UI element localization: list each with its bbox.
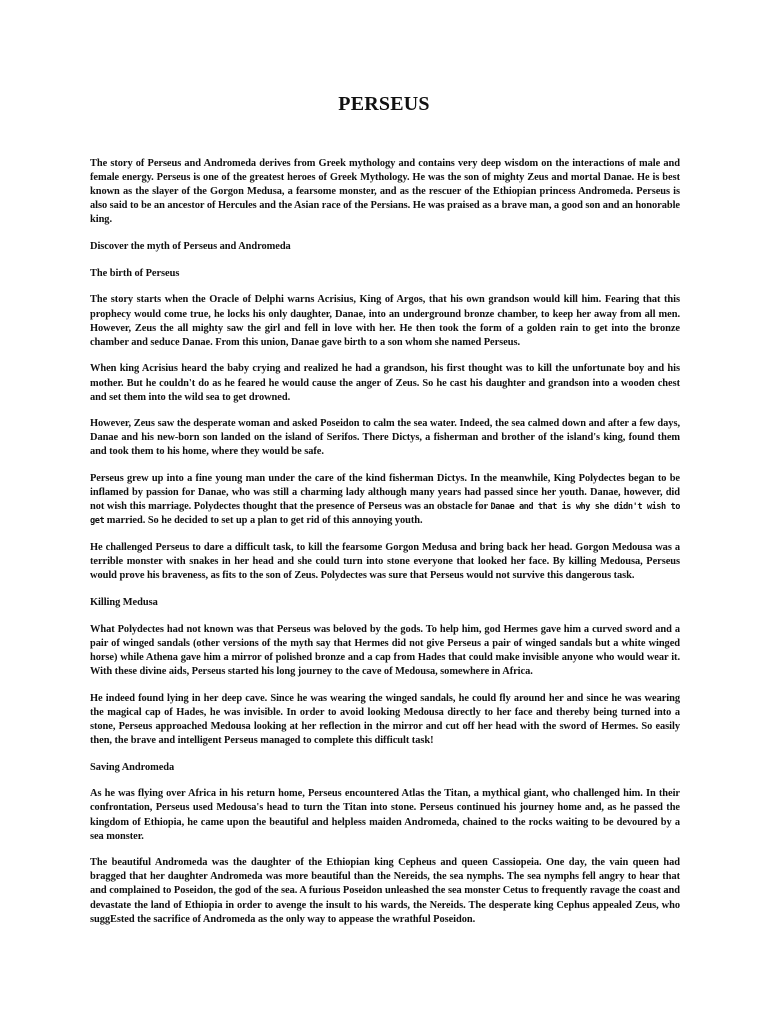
section-heading-medusa: Killing Medusa	[90, 597, 158, 608]
paragraph-acrisius: When king Acrisius heard the baby crying and realized he had a grandson, his first thought was to kill the unfortunate boy and his mother. But he couldn't do as he feared he would cause the anger of Zeus. So he cast his daughter and grandson into a wooden chest and set them into the wild sea to get drowned.	[90, 363, 680, 403]
paragraph-oracle: The story starts when the Oracle of Delphi warns Acrisius, King of Argos, that his own grandson would kill him. Fearing that this prophecy would come true, he locks his only daughter, Danae, into an underground bronze chamber, to keep her away from all men. However, Zeus the all mighty saw the girl and fell in love with her. He then took the form of a golden rain to get into the bronze chamber and seduce Danae. From this union, Danae gave birth to a son whom she named Perseus.	[90, 294, 680, 348]
article-body	[90, 157, 680, 939]
discover-line: Discover the myth of Perseus and Andromeda	[90, 241, 291, 253]
paragraph-cassiopeia: The beautiful Andromeda was the daughter of the Ethiopian king Cepheus and queen Cassiopeia. One day, the vain queen had bragged that her daughter Andromeda was more beautiful than the Nereids, the sea nymphs. The sea nymphs fell angry to hear that and complained to Poseidon, the god of the sea. A furious Poseidon unleashed the sea monster Cetus to frequently ravage the coast and devastate the land of Ethiopia in order to avenge the insult to his wards, the Nereids. The desperate king Cephus appealed Zeus, who suggEsted the sacrifice of Andromeda as the only way to appease the wrathful Poseidon.	[90, 857, 680, 925]
polydectes-text-end: married. So he decided to set up a plan to get rid of this annoying youth.	[104, 515, 423, 527]
intro-paragraph: The story of Perseus and Andromeda derives from Greek mythology and contains very deep wisdom on the interactions of male and female energy. Perseus is one of the greatest heroes of Greek Mythology. He was the son of mighty Zeus and mortal Danae. He is best known as the slayer of the Gorgon Medusa, a fearsome monster, and as the rescuer of the Ethiopian princess Andromeda. Perseus is also said to be an ancestor of Hercules and the Asian race of the Persians. He was praised as a brave man, a good son and an honorable king.	[90, 158, 680, 226]
section-heading-birth: The birth of Perseus	[90, 267, 180, 279]
paragraph-challenge: He challenged Perseus to dare a difficult task, to kill the fearsome Gorgon Medusa and bring back her head. Gorgon Medousa was a terrible monster with snakes in her head and she could turn into stone everyone that looked her face. By killing Medousa, Perseus would prove his braveness, as fits to the son of Zeus. Polydectes was sure that Perseus would not survive this dangerous task.	[90, 542, 680, 582]
polydectes-text-start: Perseus grew up into a fine young man under the care of the kind fisherman Dictys. In the meanwhile, King Polydectes began to be inflamed by passion for Danae, who was still a charming lady although many years had passed since her youth. Danae, however, did not wish this marriage. Polydectes thought that the presence of Perseus was an obstacle for	[90, 473, 680, 513]
paragraph-divine-aids: What Polydectes had not known was that Perseus was beloved by the gods. To help him, god Hermes gave him a curved sword and a pair of winged sandals (other versions of the myth say that Hermes did not give Perseus a pair of winged sandals but a white winged horse) while Athena gave him a mirror of polished bronze and a cap from Hades that could make invisible anyone who would wear it. With these divine aids, Perseus started his long journey to the cave of Medousa, somewhere in Africa.	[90, 623, 680, 677]
paragraph-serifos: However, Zeus saw the desperate woman and asked Poseidon to calm the sea water. Indeed, the sea calmed down and after a few days, Danae and his new-born son landed on the island of Serifos. There Dictys, a fisherman and brother of the island's king, found them and took them to his home, where they would be safe.	[90, 418, 680, 458]
polydectes-alt-font-text: Danae and that is why she didn't wish to get	[90, 502, 680, 527]
paragraph-cave: He indeed found lying in her deep cave. Since he was wearing the winged sandals, he could fly around her and since he was wearing the magical cap of Hades, he was invisible. In order to avoid looking Medousa directly to her face and thereby being turned into a stone, Perseus approached Medousa looking at her reflection in the mirror and cut off her head with the sword of Hermes. So easily then, the brave and intelligent Perseus managed to complete this difficult task!	[90, 692, 680, 746]
paragraph-atlas: As he was flying over Africa in his return home, Perseus encountered Atlas the Titan, a mythical giant, who challenged him. In their confrontation, Perseus used Medousa's head to turn the Titan into stone. Perseus continued his journey home and, as he passed the kingdom of Ethiopia, he came upon the beautiful and helpless maiden Andromeda, chained to the rocks waiting to be devoured by a sea monster.	[90, 788, 680, 842]
section-heading-andromeda: Saving Andromeda	[90, 761, 175, 773]
page-title: PERSEUS	[338, 93, 430, 115]
paragraph-polydectes	[90, 472, 680, 528]
